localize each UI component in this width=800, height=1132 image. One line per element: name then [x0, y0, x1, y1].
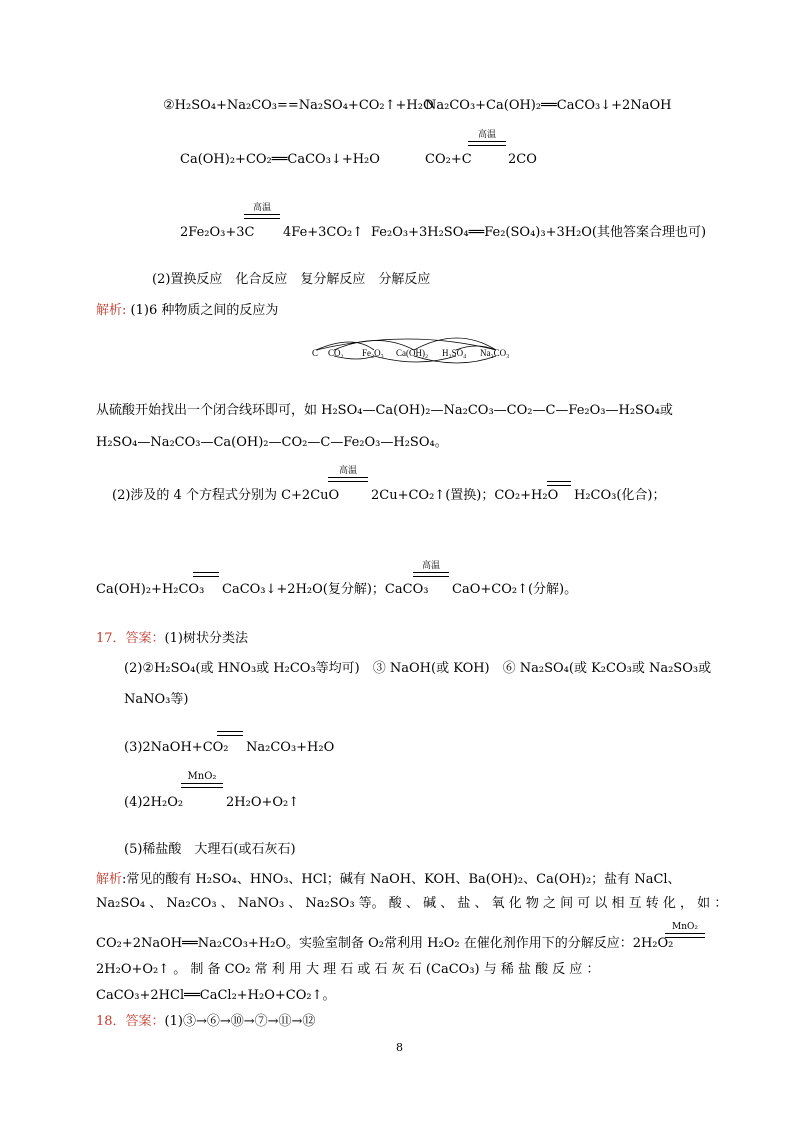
answer-18: [96, 1014, 315, 1030]
answer-17-3-right: Na₂CO₃+H₂O: [246, 740, 335, 755]
equation-co2-c-left: CO₂+C: [425, 152, 472, 167]
analysis-17-line-5: CaCO₃+2HCl══CaCl₂+H₂O+CO₂↑。: [96, 988, 336, 1003]
analysis-2-part-c: H₂CO₃(化合)；: [574, 488, 666, 503]
reaction-equals-sign: [181, 783, 223, 788]
diagram-node: H₂SO₄: [442, 348, 467, 358]
diagram-node: Fe₂O₃: [362, 348, 384, 358]
analysis-1: [96, 303, 278, 319]
diagram-node: Ca(OH)₂: [396, 348, 429, 358]
analysis-label: 解析:: [96, 303, 127, 318]
answer-17-label: 17．答案：: [96, 631, 165, 646]
equation-co2-c-right: 2CO: [508, 152, 537, 167]
reaction-equals-sign: [193, 572, 219, 577]
analysis-17-line-3: CO₂+2NaOH══Na₂CO₃+H₂O。实验室制备 O₂常利用 H₂O₂ 在催化剂作用下的分解反应：2H₂O₂: [96, 936, 674, 951]
analysis-17-line-4: 2H₂O+O₂↑ 。 制 备 CO₂ 常 利 用 大 理 石 或 石 灰 石 (CaCO₃) 与 稀 盐 酸 反 应 ：: [96, 962, 600, 977]
answer-18-label: 18．答案：: [96, 1014, 165, 1029]
analysis-2-part-b: 2Cu+CO₂↑(置换)；CO₂+H₂O: [371, 488, 559, 503]
answer-17-3-left: (3)2NaOH+CO₂: [124, 740, 229, 755]
analysis-17-line-2: Na₂SO₄ 、 Na₂CO₃ 、 NaNO₃ 、 Na₂SO₃ 等。 酸 、 碱 、 盐 、 氧 化 物 之 间 可 以 相 互 转 化 ， 如 ：: [96, 896, 728, 911]
answer-17-5: (5)稀盐酸 大理石(或石灰石): [124, 842, 296, 857]
condition-catalyst: MnO₂: [187, 771, 217, 782]
condition-high-temp: 高温: [477, 130, 496, 140]
answer-17: [96, 631, 248, 647]
analysis-17-line-1: [96, 872, 681, 888]
condition-high-temp: 高温: [421, 561, 440, 571]
reaction-arc-diagram: [308, 332, 528, 366]
equation-fe2o3-c-left: 2Fe₂O₃+3C: [180, 225, 255, 240]
analysis-text: :常见的酸有 H₂SO₄、HNO₃、HCl；碱有 NaOH、KOH、Ba(OH)₂、Ca(OH)₂；盐有 NaCl、: [122, 872, 681, 887]
reaction-equals-sign: [328, 477, 368, 482]
condition-catalyst: MnO₂: [672, 922, 698, 932]
reaction-equals-sign: [244, 214, 280, 219]
reaction-types: (2)置换反应 化合反应 复分解反应 分解反应: [152, 272, 431, 287]
answer-17-4-right: 2H₂O+O₂↑: [226, 795, 300, 810]
answer-17-text: (1)树状分类法: [164, 631, 248, 646]
analysis-loop-1: 从硫酸开始找出一个闭合线环即可，如 H₂SO₄—Ca(OH)₂—Na₂CO₃—CO₂—C—Fe₂O₃—H₂SO₄或: [96, 403, 673, 418]
condition-high-temp: 高温: [338, 466, 357, 476]
analysis-text: (1)6 种物质之间的反应为: [126, 303, 279, 318]
diagram-node: Na₂CO₃: [480, 348, 510, 358]
equation-h2so4-na2co3: ②H₂SO₄+Na₂CO₃==Na₂SO₄+CO₂↑+H₂O: [163, 98, 434, 113]
page-number: 8: [396, 1041, 403, 1054]
equation-caoh2-co2: Ca(OH)₂+CO₂══CaCO₃↓+H₂O: [180, 152, 380, 167]
answer-17-2: (2)②H₂SO₄(或 HNO₃或 H₂CO₃等均可) ③ NaOH(或 KOH) ⑥ Na₂SO₄(或 K₂CO₃或 Na₂SO₃或: [124, 661, 712, 676]
answer-17-2b: NaNO₃等): [124, 692, 189, 707]
analysis-2b-part-c: CaO+CO₂↑(分解)。: [452, 582, 578, 597]
equation-fe2o3-c-right: 4Fe+3CO₂↑: [283, 225, 364, 240]
reaction-equals-sign: [665, 933, 705, 938]
analysis-2b-part-b: CaCO₃↓+2H₂O(复分解)；CaCO₃: [222, 582, 429, 597]
answer-17-4-left: (4)2H₂O₂: [124, 795, 184, 810]
analysis-2-part-a: (2)涉及的 4 个方程式分别为 C+2CuO: [112, 488, 340, 503]
diagram-node: CO₂: [328, 348, 344, 358]
reaction-equals-sign: [547, 481, 571, 486]
answer-18-text: (1)③→⑥→⑩→⑦→⑪→⑫: [164, 1014, 316, 1029]
reaction-equals-sign: [468, 141, 506, 146]
reaction-equals-sign: [413, 572, 449, 577]
equation-na2co3-caoh2: Na₂CO₃+Ca(OH)₂══CaCO₃↓+2NaOH: [425, 98, 672, 113]
diagram-node: C: [312, 348, 319, 358]
reaction-equals-sign: [217, 731, 243, 736]
analysis-loop-2: H₂SO₄—Na₂CO₃—Ca(OH)₂—CO₂—C—Fe₂O₃—H₂SO₄。: [96, 435, 448, 450]
analysis-label: 解析: [96, 872, 123, 887]
condition-high-temp: 高温: [252, 203, 271, 213]
equation-fe2o3-h2so4: Fe₂O₃+3H₂SO₄══Fe₂(SO₄)₃+3H₂O(其他答案合理也可): [371, 225, 707, 240]
analysis-2b-part-a: Ca(OH)₂+H₂CO₃: [96, 582, 205, 597]
